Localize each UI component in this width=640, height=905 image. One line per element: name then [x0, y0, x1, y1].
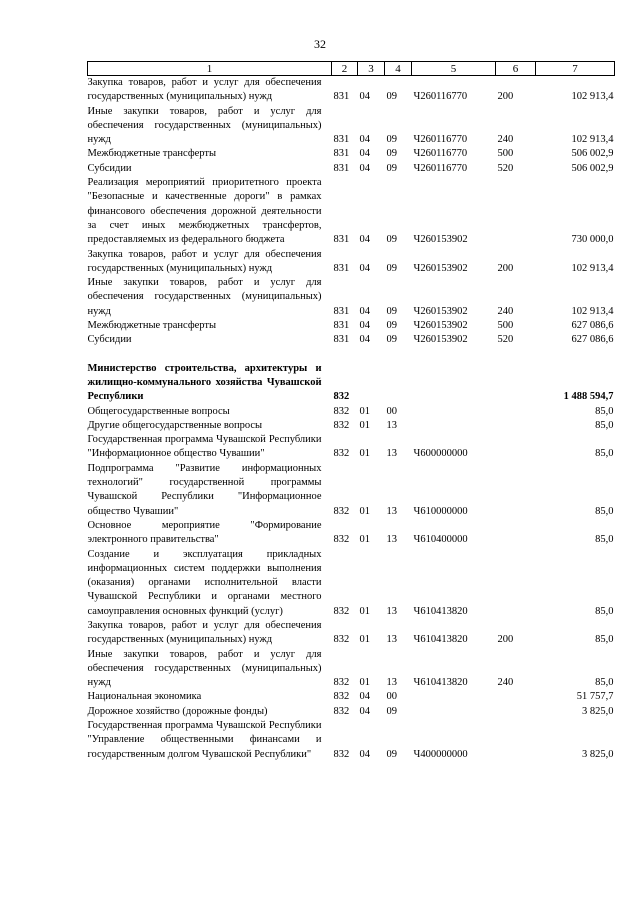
subsection-code-cell: 13: [386, 677, 397, 689]
row-name-cell: Межбюджетные трансферты: [87, 148, 217, 160]
amount-cell: 102 913,4: [571, 134, 614, 146]
table-row: [88, 648, 615, 691]
section-code-cell: 04: [359, 234, 370, 246]
row-name-cell: Субсидии: [87, 162, 132, 174]
admin-code-cell: 831: [333, 134, 350, 146]
amount-cell: 85,0: [595, 605, 614, 617]
target-article-code-cell: Ч260153902: [413, 234, 468, 246]
target-article-code-cell: Ч260116770: [413, 162, 468, 174]
section-code-cell: 01: [359, 419, 370, 431]
admin-code-cell: 832: [333, 748, 350, 760]
row-name-cell: Основное мероприятие "Формирование электронного правительства": [87, 519, 322, 546]
table-row: [88, 76, 615, 105]
row-name-cell: Другие общегосударственные вопросы: [87, 419, 263, 431]
table-row: [88, 248, 615, 277]
section-code-cell: 04: [359, 305, 370, 317]
column-header: 2: [332, 62, 358, 76]
admin-code-cell: 831: [333, 305, 350, 317]
budget-table: [87, 61, 615, 762]
row-name-cell: Субсидии: [87, 334, 132, 346]
table-row: [88, 548, 615, 619]
subsection-code-cell: 00: [386, 405, 397, 417]
table-row: [88, 162, 615, 176]
expense-type-code-cell: [496, 176, 536, 247]
table-row: [88, 619, 615, 648]
admin-code-cell: 832: [333, 391, 350, 403]
admin-code-cell: 831: [333, 262, 350, 274]
expense-type-code-cell: 200: [497, 91, 514, 103]
expense-type-code-cell: 240: [497, 305, 514, 317]
admin-code-cell: 832: [333, 419, 350, 431]
target-article-code-cell: [412, 705, 496, 719]
table-row: [88, 147, 615, 161]
target-article-code-cell: Ч260153902: [413, 305, 468, 317]
admin-code-cell: 832: [333, 605, 350, 617]
amount-cell: 102 913,4: [571, 262, 614, 274]
table-row: [88, 405, 615, 419]
column-header: 1: [88, 62, 332, 76]
subsection-code-cell: [385, 362, 412, 405]
target-article-code-cell: [412, 690, 496, 704]
expense-type-code-cell: [496, 462, 536, 519]
section-code-cell: 04: [359, 691, 370, 703]
table-row: [88, 319, 615, 333]
column-header: 5: [412, 62, 496, 76]
admin-code-cell: 832: [333, 677, 350, 689]
subsection-code-cell: 13: [386, 605, 397, 617]
amount-cell: 3 825,0: [582, 705, 614, 717]
section-code-cell: 01: [359, 605, 370, 617]
subsection-code-cell: 09: [386, 705, 397, 717]
admin-code-cell: 832: [333, 448, 350, 460]
section-code-cell: 01: [359, 634, 370, 646]
column-header: 3: [358, 62, 385, 76]
expense-type-code-cell: 240: [497, 677, 514, 689]
row-name-cell: Общегосударственные вопросы: [87, 405, 230, 417]
admin-code-cell: 832: [333, 691, 350, 703]
amount-cell: 506 002,9: [571, 148, 614, 160]
row-name-cell: Государственная программа Чувашской Республики "Управление общественными финансами и государственным долгом Чувашской Республики": [87, 720, 322, 760]
section-code-cell: 04: [359, 705, 370, 717]
spacer-row: [88, 348, 615, 362]
target-article-code-cell: Ч610413820: [413, 677, 468, 689]
row-name-cell: Национальная экономика: [87, 691, 202, 703]
target-article-code-cell: Ч610400000: [413, 534, 468, 546]
subsection-code-cell: 13: [386, 448, 397, 460]
amount-cell: 627 086,6: [571, 334, 614, 346]
subsection-code-cell: 13: [386, 634, 397, 646]
spacer-cell: [88, 348, 615, 362]
subsection-code-cell: 13: [386, 505, 397, 517]
row-name-cell: Иные закупки товаров, работ и услуг для обеспечения государственных (муниципальных) нужд: [87, 648, 322, 689]
expense-type-code-cell: [496, 705, 536, 719]
section-code-cell: 01: [359, 677, 370, 689]
target-article-code-cell: Ч610413820: [413, 634, 468, 646]
target-article-code-cell: Ч400000000: [413, 748, 468, 760]
subsection-code-cell: 13: [386, 419, 397, 431]
table-row: [88, 690, 615, 704]
section-code-cell: 04: [359, 262, 370, 274]
table-row: [88, 462, 615, 519]
admin-code-cell: 831: [333, 234, 350, 246]
target-article-code-cell: Ч610000000: [413, 505, 468, 517]
column-header: 4: [385, 62, 412, 76]
amount-cell: 51 757,7: [576, 691, 614, 703]
table-row: [88, 105, 615, 148]
target-article-code-cell: [412, 419, 496, 433]
subsection-code-cell: 09: [386, 148, 397, 160]
subsection-code-cell: 09: [386, 334, 397, 346]
amount-cell: 85,0: [595, 677, 614, 689]
admin-code-cell: 832: [333, 505, 350, 517]
subsection-code-cell: 13: [386, 534, 397, 546]
expense-type-code-cell: [496, 362, 536, 405]
amount-cell: 85,0: [595, 448, 614, 460]
subsection-code-cell: 09: [386, 162, 397, 174]
table-row: [88, 519, 615, 548]
expense-type-code-cell: 520: [497, 162, 514, 174]
admin-code-cell: 832: [333, 705, 350, 717]
expense-type-code-cell: 240: [497, 134, 514, 146]
target-article-code-cell: Ч260116770: [413, 91, 468, 103]
expense-type-code-cell: 500: [497, 320, 514, 332]
subsection-code-cell: 09: [386, 748, 397, 760]
amount-cell: 506 002,9: [571, 162, 614, 174]
section-code-cell: 04: [359, 148, 370, 160]
table-row: [88, 419, 615, 433]
section-code-cell: 04: [359, 134, 370, 146]
admin-code-cell: 831: [333, 320, 350, 332]
amount-cell: 85,0: [595, 534, 614, 546]
section-code-cell: 04: [359, 91, 370, 103]
table-body: [88, 76, 615, 762]
subsection-code-cell: 09: [386, 320, 397, 332]
row-name-cell: Межбюджетные трансферты: [87, 320, 217, 332]
target-article-code-cell: Ч610413820: [413, 605, 468, 617]
amount-cell: 85,0: [595, 634, 614, 646]
section-code-cell: 01: [359, 505, 370, 517]
section-code-cell: 04: [359, 748, 370, 760]
expense-type-code-cell: [496, 419, 536, 433]
admin-code-cell: 832: [333, 634, 350, 646]
subsection-code-cell: 09: [386, 262, 397, 274]
subsection-code-cell: 09: [386, 234, 397, 246]
target-article-code-cell: Ч600000000: [413, 448, 468, 460]
subsection-code-cell: 09: [386, 91, 397, 103]
section-code-cell: 04: [359, 334, 370, 346]
expense-type-code-cell: [496, 548, 536, 619]
amount-cell: 1 488 594,7: [563, 391, 614, 403]
row-name-cell: Закупка товаров, работ и услуг для обеспечения государственных (муниципальных) нужд: [87, 619, 322, 646]
expense-type-code-cell: [496, 433, 536, 462]
admin-code-cell: 831: [333, 91, 350, 103]
admin-code-cell: 832: [333, 405, 350, 417]
expense-type-code-cell: 500: [497, 148, 514, 160]
expense-type-code-cell: [496, 519, 536, 548]
amount-cell: 85,0: [595, 505, 614, 517]
row-name-cell: Создание и эксплуатация прикладных информационных систем поддержки выполнения (оказания) органами исполнительной власти Чувашской Республики и органами местного самоуправления основных функций (услуг): [87, 548, 322, 617]
section-code-cell: 04: [359, 162, 370, 174]
expense-type-code-cell: [496, 405, 536, 419]
amount-cell: 730 000,0: [571, 234, 614, 246]
admin-code-cell: 832: [333, 534, 350, 546]
row-name-cell: Государственная программа Чувашской Республики "Информационное общество Чувашии": [87, 434, 322, 460]
target-article-code-cell: Ч260153902: [413, 262, 468, 274]
row-name-cell: Дорожное хозяйство (дорожные фонды): [87, 705, 268, 717]
target-article-code-cell: Ч260153902: [413, 334, 468, 346]
amount-cell: 627 086,6: [571, 320, 614, 332]
amount-cell: 102 913,4: [571, 305, 614, 317]
table-row: [88, 719, 615, 762]
target-article-code-cell: Ч260116770: [413, 148, 468, 160]
table-row: [88, 433, 615, 462]
target-article-code-cell: [412, 405, 496, 419]
row-name-cell: Реализация мероприятий приоритетного проекта "Безопасные и качественные дороги" в рамках финансового обеспечения дорожной деятельности за счет иных межбюджетных трансфертов, предоставляемых из федерального бюджета: [87, 177, 322, 246]
page-number: 32: [314, 37, 326, 51]
expense-type-code-cell: [496, 690, 536, 704]
subsection-code-cell: 00: [386, 691, 397, 703]
section-code-cell: 01: [359, 448, 370, 460]
column-header: 6: [496, 62, 536, 76]
subsection-code-cell: 09: [386, 134, 397, 146]
row-name-cell: Закупка товаров, работ и услуг для обеспечения государственных (муниципальных) нужд: [87, 248, 322, 274]
expense-type-code-cell: 200: [497, 262, 514, 274]
section-code-cell: 04: [359, 320, 370, 332]
admin-code-cell: 831: [333, 334, 350, 346]
expense-type-code-cell: [496, 719, 536, 762]
row-name-cell: Закупка товаров, работ и услуг для обеспечения государственных (муниципальных) нужд: [87, 77, 322, 103]
ministry-row: [88, 362, 615, 405]
table-row: [88, 333, 615, 347]
row-name-cell: Министерство строительства, архитектуры и жилищно-коммунального хозяйства Чувашской Республики: [87, 362, 322, 403]
admin-code-cell: 831: [333, 162, 350, 174]
table-header-row: [88, 62, 615, 76]
target-article-code-cell: Ч260116770: [413, 134, 468, 146]
subsection-code-cell: 09: [386, 305, 397, 317]
section-code-cell: 01: [359, 405, 370, 417]
target-article-code-cell: Ч260153902: [413, 320, 468, 332]
table-row: [88, 705, 615, 719]
section-code-cell: 01: [359, 534, 370, 546]
table-row: [88, 176, 615, 247]
row-name-cell: Иные закупки товаров, работ и услуг для обеспечения государственных (муниципальных) нужд: [87, 105, 322, 146]
column-header: 7: [536, 62, 615, 76]
table-row: [88, 276, 615, 319]
expense-type-code-cell: 520: [497, 334, 514, 346]
admin-code-cell: 831: [333, 148, 350, 160]
row-name-cell: Подпрограмма "Развитие информационных технологий" государственной программы Чувашской Республики "Информационное общество Чувашии": [87, 462, 322, 517]
expense-type-code-cell: 200: [497, 634, 514, 646]
amount-cell: 85,0: [595, 419, 614, 431]
section-code-cell: [358, 362, 385, 405]
amount-cell: 102 913,4: [571, 91, 614, 103]
amount-cell: 85,0: [595, 405, 614, 417]
target-article-code-cell: [412, 362, 496, 405]
row-name-cell: Иные закупки товаров, работ и услуг для обеспечения государственных (муниципальных) нужд: [87, 277, 322, 317]
amount-cell: 3 825,0: [582, 748, 614, 760]
